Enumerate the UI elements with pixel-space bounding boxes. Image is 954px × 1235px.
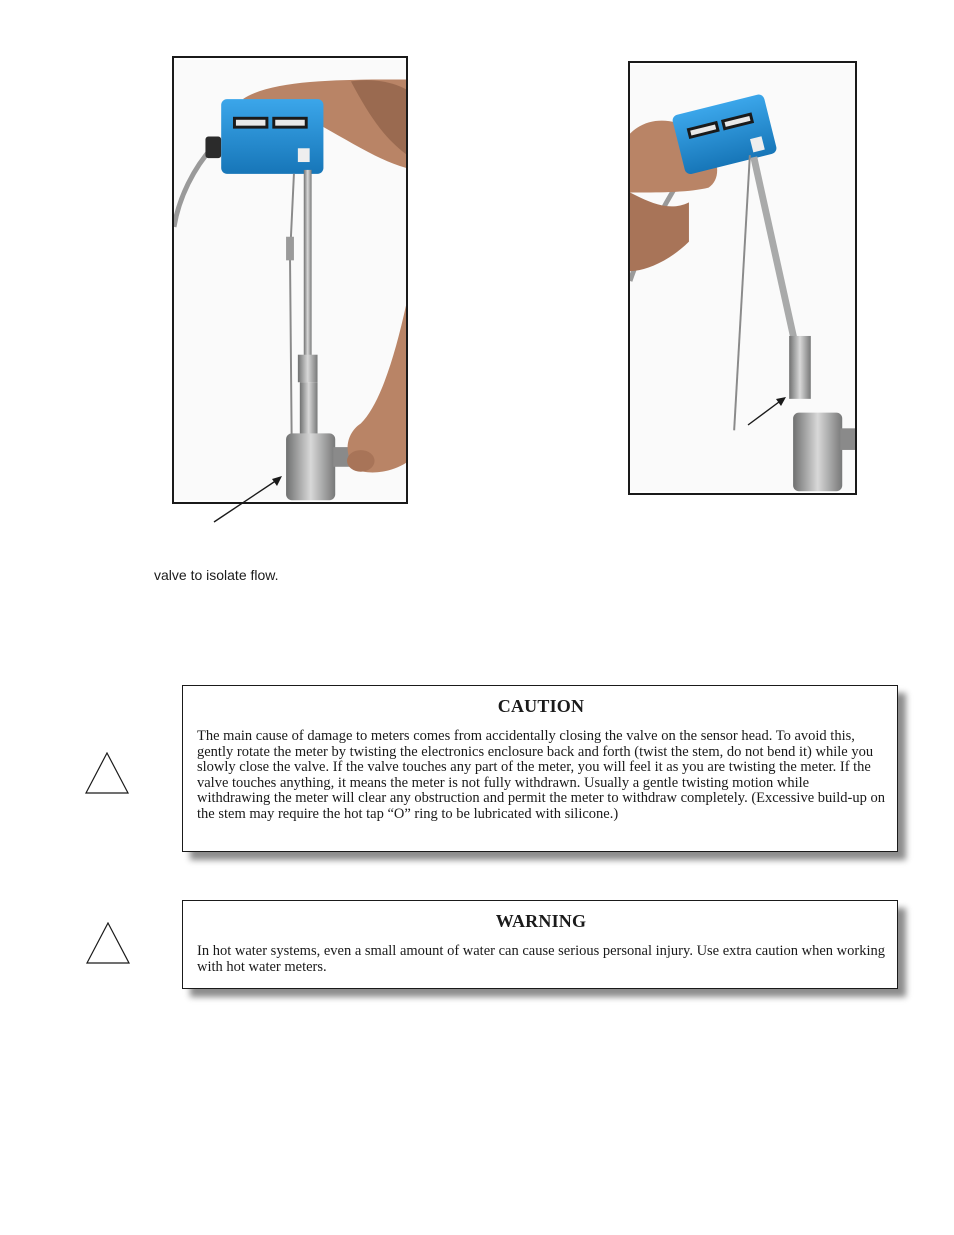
caution-body: The main cause of damage to meters comes from accidentally closing the valve on the sensor head. To avoid this, gently rotate the meter by twisting the electronics enclosure back and forth (twist the stem, do not bend it) while you slowly close the valve. If the valve touches any part of the meter, you will feel it as you are twisting the meter. If the valve touches anything, it means the meter is not fully withdrawn. Usually a gentle twisting motion while withdrawing the meter will clear any obstruction and permit the meter to withdraw completely. (Excessive build-up on the stem may require the hot tap “O” ring to be lubricated with silicone.) xyxy=(197,728,886,822)
warning-body: In hot water systems, even a small amount of water can cause serious personal injury. Use extra caution when working with hot water meters. xyxy=(197,943,886,975)
caution-triangle-icon xyxy=(85,752,129,794)
callout-arrow-right xyxy=(745,394,789,428)
caution-title: CAUTION xyxy=(497,696,585,716)
warning-title: WARNING xyxy=(495,911,587,931)
photo-meter-valve-closing xyxy=(172,56,408,504)
caution-notice xyxy=(182,685,898,852)
meter-photo-illustration-left xyxy=(174,58,406,502)
figure-caption: valve to isolate flow. xyxy=(154,567,279,583)
photo-meter-withdrawn xyxy=(628,61,857,495)
meter-photo-illustration-right xyxy=(630,63,855,493)
warning-notice xyxy=(182,900,898,989)
callout-arrow-left xyxy=(210,472,290,526)
warning-triangle-icon xyxy=(86,922,130,964)
